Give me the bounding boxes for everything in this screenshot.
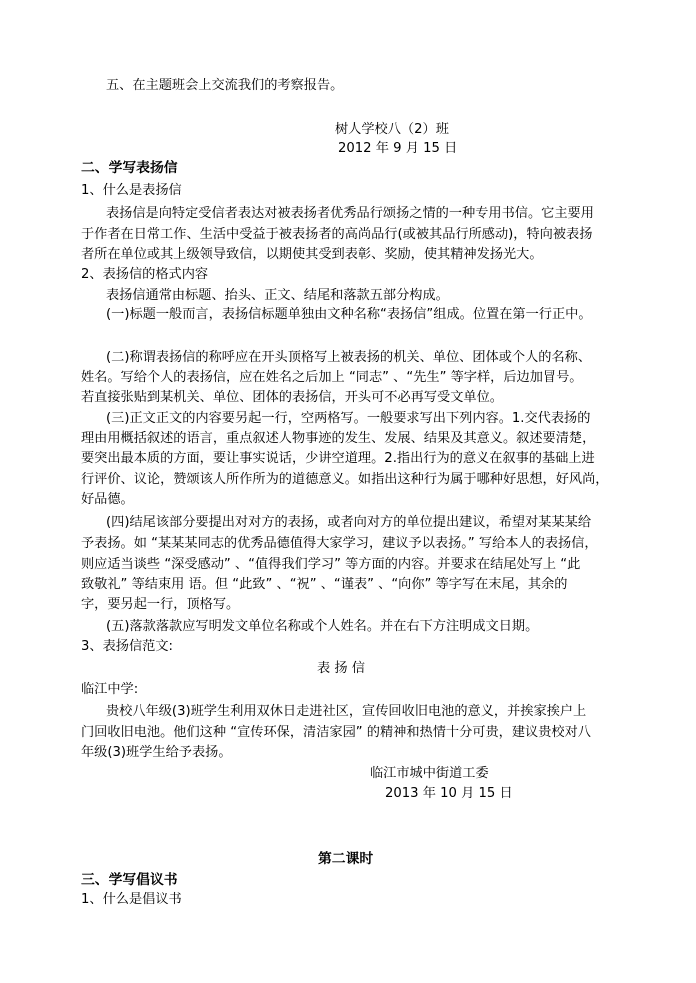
format-closing-paragraph: 致敬礼” 等结束用 语。但 “此致” 、“祝” 、“谨表” 、“向你” 等字写在末尾，其余的 bbox=[81, 577, 568, 592]
format-closing-paragraph: 予表扬。如 “某某某同志的优秀品德值得大家学习，建议予以表扬。” 写给本人的表扬信， bbox=[81, 536, 598, 551]
format-body-paragraph: (三)正文正文的内容要另起一行，空两格写。一般要求写出下列内容。1.交代表扬的 bbox=[106, 411, 591, 426]
format-salutation-paragraph: (二)称谓表扬信的称呼应在开头顶格写上被表扬的机关、单位、团体或个人的名称、 bbox=[106, 350, 592, 365]
definition-line: 表扬信是向特定受信者表达对被表扬者优秀品行颂扬之情的一种专用书信。它主要用 bbox=[106, 206, 594, 221]
subheading-what-is: 1、什么是表扬信 bbox=[81, 183, 182, 198]
class-signature: 树人学校八（2）班 bbox=[335, 122, 449, 137]
sample-salutation: 临江中学: bbox=[81, 682, 139, 697]
activity-item-5: 五、在主题班会上交流我们的考察报告。 bbox=[106, 78, 344, 93]
class-date: 2012 年 9 月 15 日 bbox=[338, 141, 458, 156]
format-salutation-paragraph: 若直接张贴到某机关、单位、团体的表扬信，开头可不必再写受文单位。 bbox=[81, 390, 503, 405]
lesson-heading: 第二课时 bbox=[318, 851, 374, 867]
sample-letter-title: 表 扬 信 bbox=[317, 661, 365, 676]
format-closing-paragraph: (四)结尾该部分要提出对对方的表扬，或者向对方的单位提出建议，希望对某某某给 bbox=[106, 515, 592, 530]
sample-date: 2013 年 10 月 15 日 bbox=[385, 786, 513, 801]
section-heading-proposal: 三、学写倡议书 bbox=[81, 872, 178, 888]
subheading-format: 2、表扬信的格式内容 bbox=[81, 267, 209, 282]
format-body-paragraph: 要突出最本质的方面，要让事实说话，少讲空道理。2.指出行为的意义在叙事的基础上进 bbox=[81, 451, 595, 466]
format-intro: 表扬信通常由标题、抬头、正文、结尾和落款五部分构成。 bbox=[106, 288, 449, 303]
sample-body-line: 贵校八年级(3)班学生利用双休日走进社区，宣传回收旧电池的意义，并挨家挨户上 bbox=[106, 704, 587, 719]
format-title-paragraph: (一)标题一般而言，表扬信标题单独由文种名称“表扬信”组成。位置在第一行正中。 bbox=[106, 307, 592, 322]
sample-body-line: 年级(3)班学生给予表扬。 bbox=[81, 745, 232, 760]
definition-line: 于作者在日常工作、生活中受益于被表扬者的高尚品行(或被其品行所感动)，特向被表扬 bbox=[81, 227, 593, 242]
sample-signature: 临江市城中街道工委 bbox=[370, 766, 489, 781]
format-body-paragraph: 理由用概括叙述的语言，重点叙述人物事迹的发生、发展、结果及其意义。叙述要清楚， bbox=[81, 431, 596, 446]
format-signature-paragraph: (五)落款落款应写明发文单位名称或个人姓名。并在右下方注明成文日期。 bbox=[106, 619, 539, 634]
format-closing-paragraph: 则应适当谈些 “深受感动” 、“值得我们学习” 等方面的内容。并要求在结尾处写上 “此 bbox=[81, 557, 581, 572]
section-heading-commendation: 二、学写表扬信 bbox=[81, 160, 178, 176]
subheading-sample: 3、表扬信范文: bbox=[81, 639, 173, 654]
format-body-paragraph: 好品德。 bbox=[81, 492, 134, 507]
sample-body-line: 门回收旧电池。他们这种 “宣传环保，清洁家园” 的精神和热情十分可贵，建议贵校对八 bbox=[81, 725, 591, 740]
definition-line: 者所在单位或其上级领导致信，以期使其受到表彰、奖励，使其精神发扬光大。 bbox=[81, 247, 543, 262]
subheading-what-is-proposal: 1、什么是倡议书 bbox=[81, 892, 182, 907]
format-closing-paragraph: 字，要另起一行，顶格写。 bbox=[81, 597, 240, 612]
format-body-paragraph: 行评价、议论，赞颂该人所作所为的道德意义。如指出这种行为属于哪种好思想，好风尚， bbox=[81, 472, 609, 487]
format-salutation-paragraph: 姓名。写给个人的表扬信，应在姓名之后加上 “同志” 、“先生” 等字样，后边加冒号。 bbox=[81, 370, 583, 385]
